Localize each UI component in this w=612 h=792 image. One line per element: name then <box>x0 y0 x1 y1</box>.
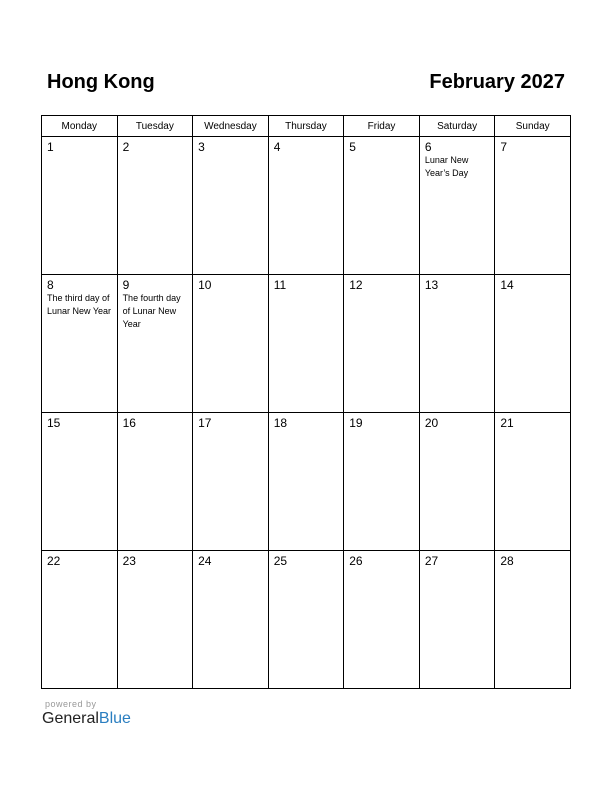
day-cell <box>193 551 269 689</box>
day-cell <box>193 413 269 551</box>
day-cell <box>344 551 420 689</box>
day-cell <box>419 275 495 413</box>
day-cell <box>344 137 420 275</box>
day-cell <box>344 275 420 413</box>
weekday-sunday: Sunday <box>495 116 571 137</box>
holiday-label: Lunar New Year’s Day <box>424 155 469 178</box>
day-cell <box>117 275 193 413</box>
calendar-grid <box>41 115 571 689</box>
day-number: 14 <box>500 278 514 292</box>
day-cell <box>42 413 118 551</box>
day-number: 24 <box>198 554 212 568</box>
day-number: 21 <box>500 416 514 430</box>
day-number: 12 <box>349 278 363 292</box>
day-cell <box>344 413 420 551</box>
day-number: 23 <box>122 554 136 568</box>
day-cell <box>419 551 495 689</box>
day-cell <box>495 413 571 551</box>
day-cell <box>193 137 269 275</box>
day-number: 15 <box>47 416 61 430</box>
day-number: 3 <box>198 140 205 154</box>
day-number: 6 <box>424 140 432 154</box>
day-cell <box>495 275 571 413</box>
brand-general-text: General <box>42 710 99 727</box>
holiday-label: The fourth day of Lunar New Year <box>122 293 181 329</box>
week-row <box>42 551 571 689</box>
weekday-wednesday: Wednesday <box>193 116 269 137</box>
day-number: 16 <box>122 416 136 430</box>
brand-blue-text: Blue <box>98 710 131 727</box>
day-number: 18 <box>273 416 288 430</box>
week-row <box>42 275 571 413</box>
day-cell <box>495 137 571 275</box>
day-cell <box>117 413 193 551</box>
day-cell <box>117 137 193 275</box>
day-cell <box>419 413 495 551</box>
day-cell <box>42 551 118 689</box>
day-number: 11 <box>273 278 287 292</box>
day-cell <box>268 137 344 275</box>
day-number: 13 <box>424 278 439 292</box>
month-title: February 2027 <box>429 71 565 93</box>
day-number: 10 <box>198 278 212 292</box>
day-number: 2 <box>122 140 130 154</box>
weekday-monday: Monday <box>42 116 118 137</box>
powered-by-label: powered by <box>45 699 97 709</box>
day-number: 19 <box>349 416 363 430</box>
day-number: 17 <box>198 416 212 430</box>
generalblue-logo[interactable] <box>42 710 131 728</box>
day-number: 7 <box>500 140 508 154</box>
day-number: 26 <box>349 554 363 568</box>
weekday-saturday: Saturday <box>419 116 495 137</box>
day-number: 8 <box>47 278 54 292</box>
day-cell <box>42 137 118 275</box>
day-number: 1 <box>47 140 54 154</box>
day-number: 20 <box>424 416 439 430</box>
day-cell <box>193 275 269 413</box>
holiday-label: The third day of Lunar New Year <box>47 293 112 316</box>
day-number: 27 <box>424 554 439 568</box>
weekday-header-row <box>42 116 571 137</box>
day-number: 5 <box>349 140 356 154</box>
day-cell <box>268 551 344 689</box>
day-cell <box>495 551 571 689</box>
weekday-thursday: Thursday <box>268 116 344 137</box>
day-cell <box>268 413 344 551</box>
week-row <box>42 137 571 275</box>
day-number: 22 <box>47 554 61 568</box>
day-cell <box>117 551 193 689</box>
day-number: 4 <box>273 140 281 154</box>
weekday-friday: Friday <box>344 116 420 137</box>
day-number: 28 <box>500 554 514 568</box>
day-number: 25 <box>273 554 288 568</box>
day-cell <box>268 275 344 413</box>
day-cell <box>42 275 118 413</box>
day-cell <box>419 137 495 275</box>
week-row <box>42 413 571 551</box>
day-number: 9 <box>122 278 130 292</box>
region-title: Hong Kong <box>47 71 155 93</box>
weekday-tuesday: Tuesday <box>117 116 193 137</box>
